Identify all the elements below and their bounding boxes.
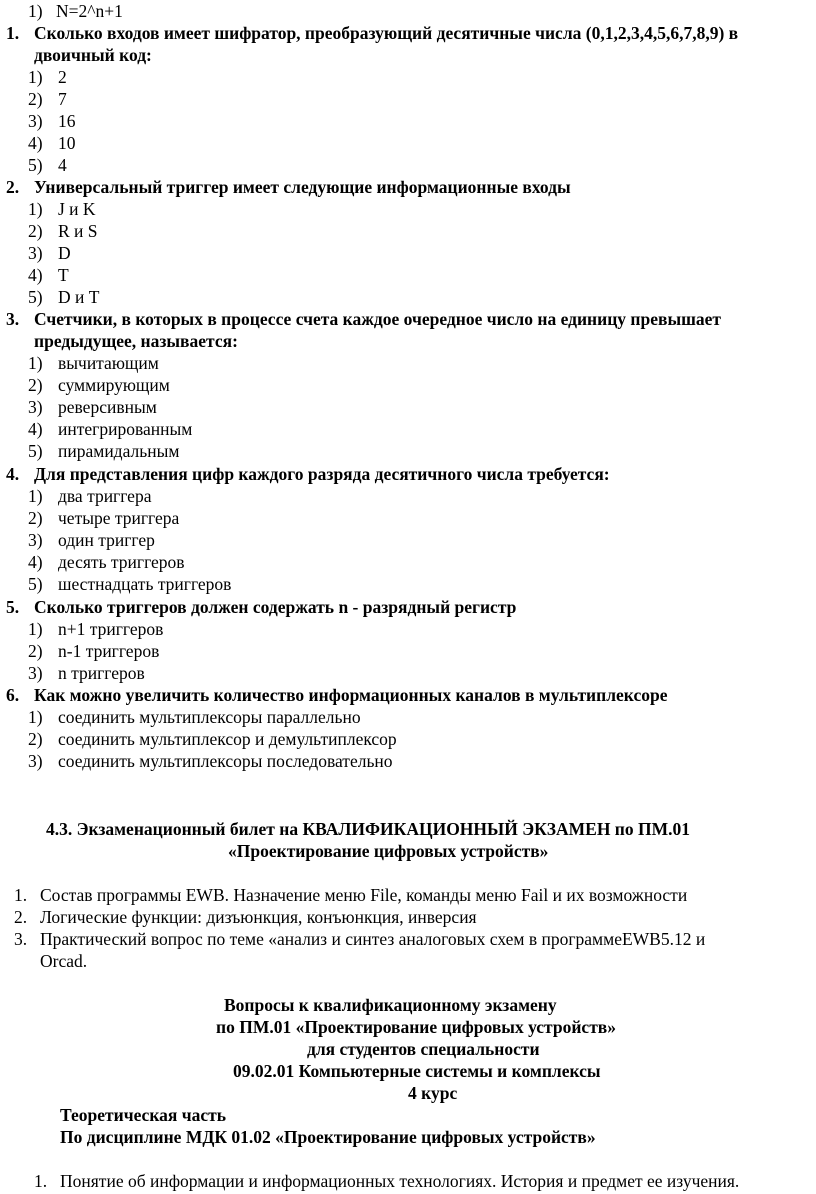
option-number: 2) (28, 375, 43, 395)
item-number: 2. (14, 907, 28, 927)
question-number: 4. (6, 464, 20, 484)
option-text: 4 (58, 155, 67, 175)
ticket-heading-line2: «Проектирование цифровых устройств» (228, 841, 549, 861)
list-item (0, 88, 816, 110)
option-number: 3) (28, 663, 43, 683)
exam-subheading-discipline: По дисциплине МДК 01.02 «Проектирование цифровых устройств» (60, 1127, 596, 1147)
list-item (0, 242, 816, 264)
option-text: реверсивным (58, 397, 157, 417)
exam-heading-line2: по ПМ.01 «Проектирование цифровых устройств» (216, 1017, 616, 1037)
question-4 (0, 463, 816, 485)
exam-item-1 (0, 1170, 816, 1192)
question-text: Для представления цифр каждого разряда десятичного числа требуется: (34, 464, 610, 484)
list-item (0, 396, 816, 418)
exam-heading-line3: для студентов специальности (307, 1039, 540, 1059)
option-text: n-1 триггеров (58, 641, 160, 661)
option-text: 2 (58, 67, 67, 87)
option-text: соединить мультиплексоры параллельно (58, 707, 361, 727)
option-text: интегрированным (58, 419, 193, 439)
item-text: Понятие об информации и информационных технологиях. История и предмет ее изучения. (60, 1171, 740, 1191)
option-number: 2) (28, 729, 43, 749)
option-text: R и S (58, 221, 98, 241)
option-number: 3) (28, 751, 43, 771)
exam-heading-line1: Вопросы к квалификационному экзамену (224, 995, 557, 1015)
question-5 (0, 596, 816, 618)
question-number: 3. (6, 309, 20, 329)
ticket-heading-line1: 4.3. Экзаменационный билет на КВАЛИФИКАЦИОННЫЙ ЭКЗАМЕН по ПМ.01 (46, 819, 691, 839)
question-3-continued (0, 330, 816, 352)
option-text: соединить мультиплексор и демультиплексор (58, 729, 397, 749)
option-text: N=2^n+1 (56, 1, 123, 21)
option-text: T (58, 265, 69, 285)
question-number: 5. (6, 597, 20, 617)
option-text: J и K (58, 199, 96, 219)
item-text: Логические функции: дизъюнкция, конъюнкция, инверсия (40, 907, 477, 927)
list-item (0, 66, 816, 88)
option-text: D (58, 243, 71, 263)
option-text: два триггера (58, 486, 152, 506)
list-item (0, 640, 816, 662)
option-text: суммирующим (58, 375, 170, 395)
list-item (0, 418, 816, 440)
list-item (0, 264, 816, 286)
list-item (0, 352, 816, 374)
list-item (0, 110, 816, 132)
ticket-item-3-continued (0, 950, 816, 972)
exam-heading-line4: 09.02.01 Компьютерные системы и комплексы (233, 1061, 601, 1081)
item-number: 1. (14, 885, 28, 905)
list-item (0, 529, 816, 551)
question-3 (0, 308, 816, 330)
option-number: 1) (28, 486, 43, 506)
option-number: 3) (28, 243, 43, 263)
option-text: четыре триггера (58, 508, 180, 528)
list-item (0, 706, 816, 728)
option-text: D и T (58, 287, 100, 307)
option-number: 2) (28, 641, 43, 661)
option-text: десять триггеров (58, 552, 185, 572)
question-text: Сколько входов имеет шифратор, преобразующий десятичные числа (0,1,2,3,4,5,6,7,8,9) в (34, 23, 739, 43)
list-item (0, 374, 816, 396)
list-item (0, 662, 816, 684)
list-item (0, 154, 816, 176)
question-text: Сколько триггеров должен содержать n - разрядный регистр (34, 597, 517, 617)
question-1-continued (0, 44, 816, 66)
item-number: 3. (14, 929, 28, 949)
item-text: Практический вопрос по теме «анализ и синтез аналоговых схем в программеEWB5.12 и (40, 929, 706, 949)
option-text: пирамидальным (58, 441, 180, 461)
question-number: 1. (6, 23, 20, 43)
question-text: двоичный код: (34, 45, 152, 65)
list-item (0, 750, 816, 772)
option-number: 1) (28, 707, 43, 727)
option-number: 3) (28, 530, 43, 550)
option-text: шестнадцать триггеров (58, 574, 232, 594)
option-number: 4) (28, 133, 43, 153)
option-number: 1) (28, 619, 43, 639)
question-number: 2. (6, 177, 20, 197)
ticket-item-1 (0, 884, 816, 906)
option-number: 3) (28, 111, 43, 131)
list-item (0, 485, 816, 507)
item-text: Orcad. (40, 951, 88, 971)
list-item (0, 618, 816, 640)
list-item (0, 132, 816, 154)
option-text: n триггеров (58, 663, 145, 683)
ticket-item-3 (0, 928, 816, 950)
list-item (0, 440, 816, 462)
ticket-item-2 (0, 906, 816, 928)
option-number: 5) (28, 155, 43, 175)
item-number: 1. (34, 1171, 48, 1191)
question-2 (0, 176, 816, 198)
option-number: 4) (28, 265, 43, 285)
item-text: Состав программы EWB. Назначение меню File, команды меню Fail и их возможности (40, 885, 688, 905)
option-number: 2) (28, 508, 43, 528)
option-number: 4) (28, 552, 43, 572)
option-number: 1) (28, 1, 43, 21)
list-item (0, 198, 816, 220)
question-6 (0, 684, 816, 706)
option-number: 5) (28, 574, 43, 594)
question-text: Счетчики, в которых в процессе счета каждое очередное число на единицу превышает (34, 309, 722, 329)
list-item (0, 573, 816, 595)
list-item (0, 220, 816, 242)
question-text: предыдущее, называется: (34, 331, 238, 351)
option-text: 16 (58, 111, 76, 131)
option-number: 1) (28, 199, 43, 219)
option-text: 10 (58, 133, 76, 153)
exam-subheading-theory: Теоретическая часть (60, 1105, 226, 1125)
option-number: 1) (28, 67, 43, 87)
option-number: 3) (28, 397, 43, 417)
option-number: 2) (28, 89, 43, 109)
question-number: 6. (6, 685, 20, 705)
option-text: соединить мультиплексоры последовательно (58, 751, 393, 771)
option-text: 7 (58, 89, 67, 109)
option-text: один триггер (58, 530, 155, 550)
list-item (0, 286, 816, 308)
option-number: 5) (28, 441, 43, 461)
option-number: 5) (28, 287, 43, 307)
list-item (0, 507, 816, 529)
question-text: Универсальный триггер имеет следующие информационные входы (34, 177, 571, 197)
option-text: вычитающим (58, 353, 159, 373)
option-number: 2) (28, 221, 43, 241)
list-item (0, 728, 816, 750)
exam-heading-line5: 4 курс (408, 1083, 458, 1103)
list-item (0, 551, 816, 573)
question-text: Как можно увеличить количество информационных каналов в мультиплексоре (34, 685, 668, 705)
option-text: n+1 триггеров (58, 619, 164, 639)
option-number: 4) (28, 419, 43, 439)
question-1 (0, 22, 816, 44)
option-number: 1) (28, 353, 43, 373)
